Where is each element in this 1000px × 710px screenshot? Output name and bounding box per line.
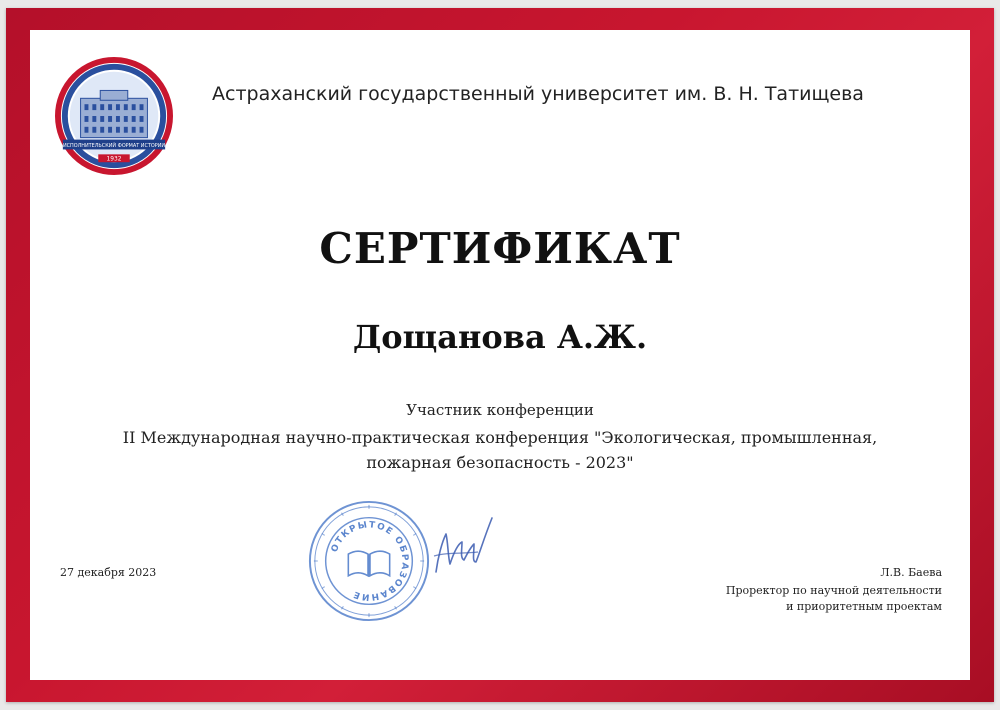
- conference-title-line-1: II Международная научно-практическая конференция "Экологическая, промышленная,: [122, 428, 878, 447]
- signatory-name: Л.В. Баева: [880, 566, 942, 579]
- signatory-position: [682, 583, 942, 615]
- open-book-icon: [348, 551, 389, 577]
- university-name: Астраханский государственный университет им. В. Н. Татищева: [212, 83, 864, 105]
- issue-date: 27 декабря 2023: [60, 566, 157, 579]
- participant-role: Участник конференции: [406, 401, 594, 419]
- signatory-position-line-1: Проректор по научной деятельности: [725, 584, 942, 597]
- official-stamp-icon: [305, 497, 433, 625]
- logo-year: 1932: [106, 156, 122, 163]
- signature-icon: [428, 512, 498, 584]
- logo-banner-text: ИСПОЛНИТЕЛЬСКИЙ ФОРМАТ ИСТОРИИ: [62, 142, 166, 149]
- signatory-position-line-2: и приоритетным проектам: [786, 600, 942, 613]
- stamp-text: ОТКРЫТОЕ ОБРАЗОВАНИЕ: [329, 520, 410, 602]
- university-logo-icon: [55, 57, 173, 175]
- conference-title: [90, 425, 910, 475]
- recipient-name: Дощанова А.Ж.: [352, 318, 648, 356]
- certificate-title: СЕРТИФИКАТ: [319, 224, 681, 273]
- conference-title-line-2: пожарная безопасность - 2023": [366, 453, 634, 472]
